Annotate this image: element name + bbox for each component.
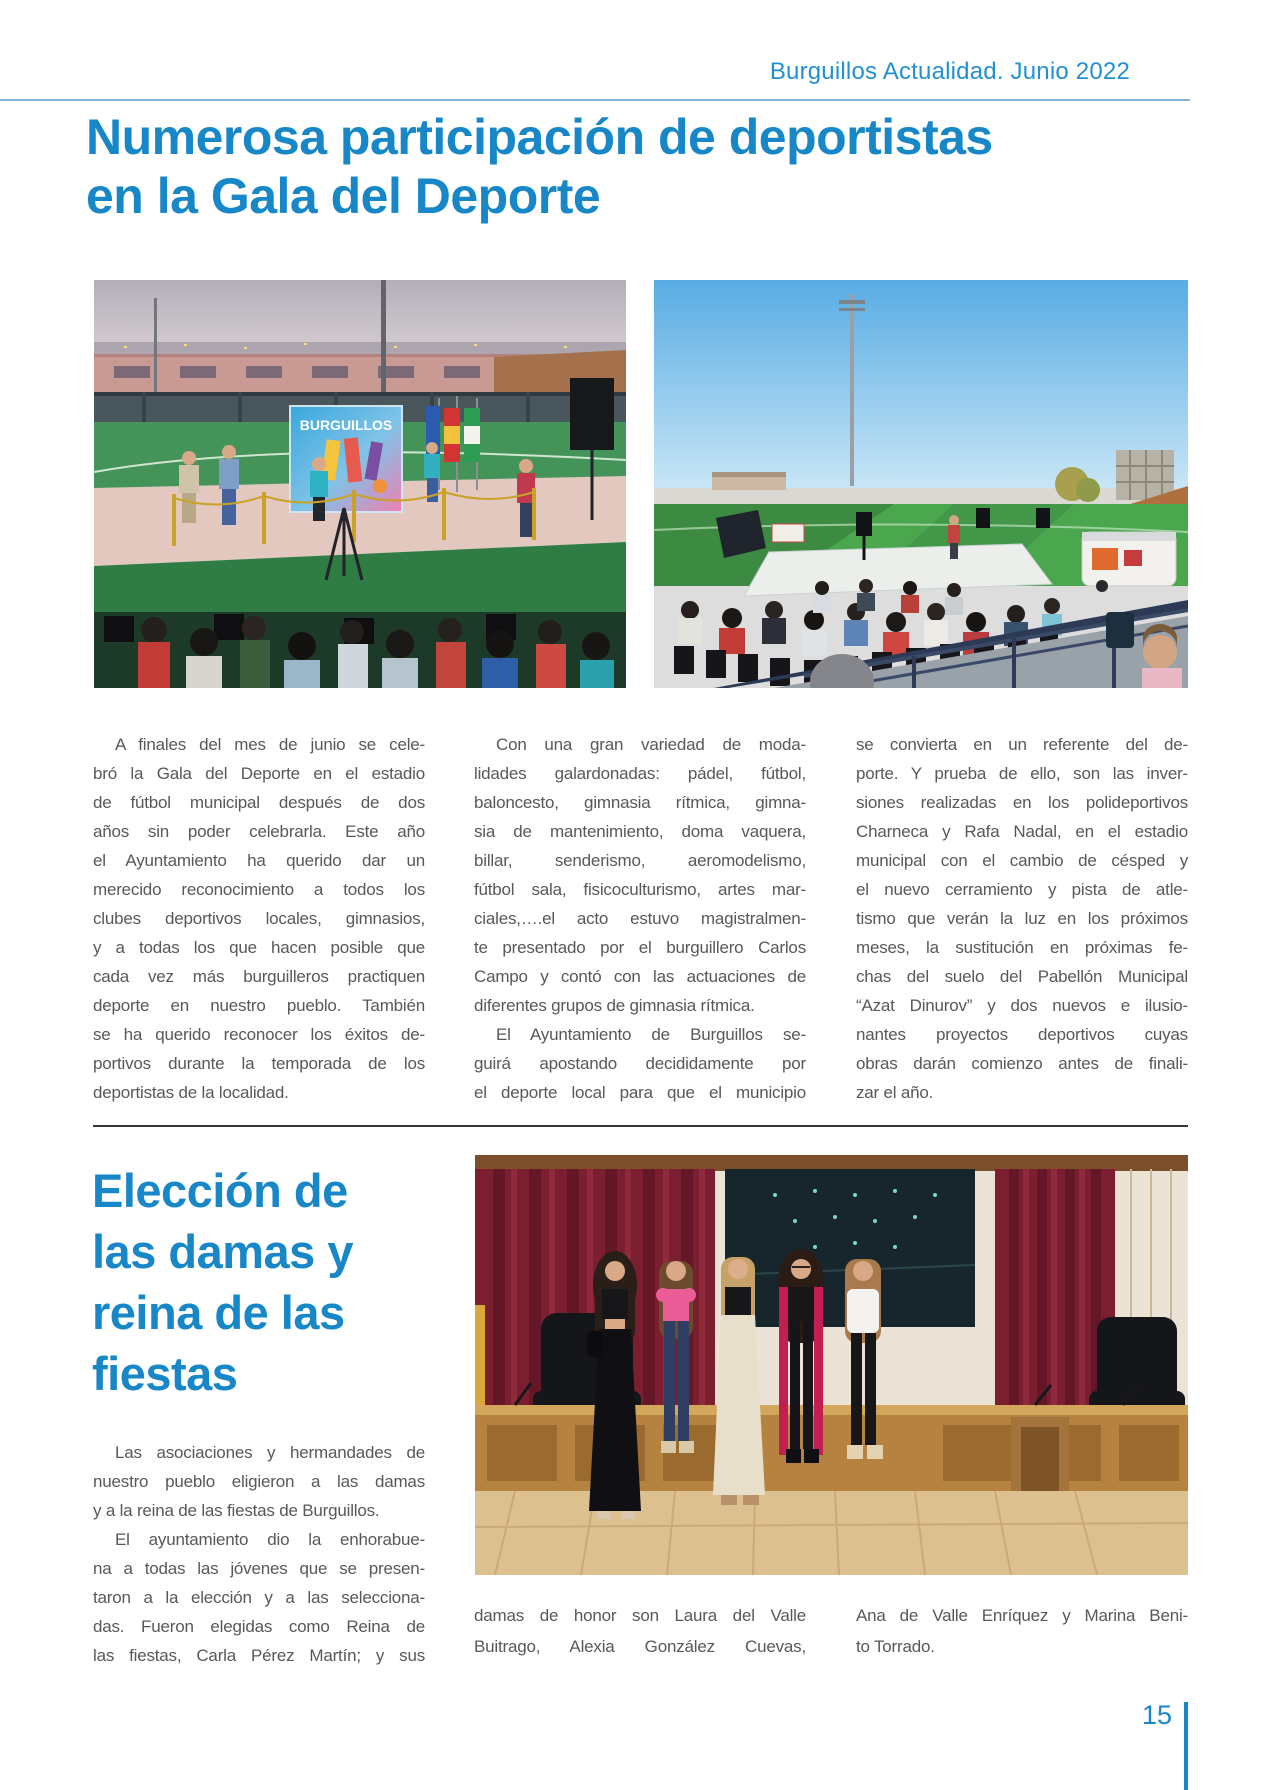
text-line: municipal con el cambio de césped y [856, 851, 1188, 870]
text-line: Buitrago, Alexia González Cuevas, [474, 1637, 806, 1656]
text-line: merecido reconocimiento a todos los [93, 880, 425, 899]
text-line: se ha querido reconocer los éxitos de- [93, 1025, 425, 1044]
banner-text: BURGUILLOS [299, 417, 393, 433]
gala-stage-illustration [94, 280, 626, 688]
podium [1011, 1417, 1069, 1503]
text-line: deporte en nuestro pueblo. También [93, 996, 425, 1015]
text-line: fútbol sala, fisicoculturismo, artes mar- [474, 880, 806, 899]
text-line: deportistas de la localidad. [93, 1083, 289, 1102]
text-line: Ana de Valle Enríquez y Marina Beni- [856, 1606, 1188, 1625]
dusk-sky [94, 280, 626, 360]
gala-stage-photo [94, 280, 626, 688]
damas-photo [475, 1155, 1188, 1575]
text-line: guirá apostando decididamente por [474, 1054, 806, 1073]
caravan [1082, 532, 1176, 592]
article1-title-line2: en la Gala del Deporte [86, 168, 601, 224]
text-line: siones realizadas en los polideportivos [856, 793, 1188, 812]
article2-title [92, 1160, 353, 1404]
text-line: A finales del mes de junio se cele- [115, 735, 425, 754]
text-line: cada vez más burguilleros practiquen [93, 967, 425, 986]
text-line: Las asociaciones y hermandades de [115, 1443, 425, 1462]
text-line: tismo que verán la luz en los próximos [856, 909, 1188, 928]
text-line: nuestro pueblo eligieron a las damas [93, 1472, 425, 1491]
text-line: Campo y contó con las actuaciones de [474, 967, 806, 986]
text-line: to Torrado. [856, 1637, 935, 1656]
text-line: clubes deportivos locales, gimnasios, [93, 909, 425, 928]
article2-title-line2: las damas y [92, 1225, 354, 1278]
text-line: las fiestas, Carla Pérez Martín; y sus [93, 1646, 425, 1665]
trash-bin [1106, 612, 1134, 648]
masthead-rule [0, 99, 1190, 101]
text-line: y a todas los que hacen posible que [93, 938, 425, 957]
article1-column-3 [856, 730, 1188, 1107]
article1-column-1 [93, 730, 425, 1107]
text-line: sia de mantenimiento, doma vaquera, [474, 822, 806, 841]
article2-title-line3: reina de las [92, 1286, 345, 1339]
audience-silhouettes [94, 612, 626, 688]
text-line: lidades galardonadas: pádel, fútbol, [474, 764, 806, 783]
text-line: el Ayuntamiento ha querido dar un [93, 851, 425, 870]
section-divider [93, 1125, 1188, 1127]
industrial-building [94, 350, 626, 395]
day-sky [654, 280, 1188, 502]
text-line: años sin poder celebrarla. Este año [93, 822, 425, 841]
unfinished-building [1116, 450, 1174, 500]
text-line: te presentado por el burguillero Carlos [474, 938, 806, 957]
text-line: Con una gran variedad de moda- [496, 735, 806, 754]
wood-floor [475, 1491, 1188, 1575]
text-line: obras darán comienzo antes de finali- [856, 1054, 1188, 1073]
text-line: na a todas las jóvenes que se presen- [93, 1559, 425, 1578]
text-line: se convierta en un referente del de- [856, 735, 1188, 754]
article1-title-line1: Numerosa participación de deportistas [86, 109, 993, 165]
page-number: 15 [1141, 1700, 1172, 1730]
flag-edge [475, 1305, 485, 1413]
caption-column-b [856, 1600, 1188, 1662]
text-line: meses, la sustitución en próximas fe- [856, 938, 1188, 957]
text-line: damas de honor son Laura del Valle [474, 1606, 806, 1625]
text-line: diferentes grupos de gimnasia rítmica. [474, 996, 755, 1015]
text-line: ciales,….el acto estuvo magistralmen- [474, 909, 806, 928]
andalucia-flag [464, 408, 480, 462]
gala-crowd-illustration [654, 280, 1188, 688]
caption-column-a [474, 1600, 806, 1662]
text-line: portivos durante la temporada de los [93, 1054, 425, 1073]
text-line: El ayuntamiento dio la enhorabue- [115, 1530, 425, 1549]
masthead: Burguillos Actualidad. Junio 2022 [769, 58, 1130, 85]
text-line: Charneca y Rafa Nadal, en el estadio [856, 822, 1188, 841]
text-line: nantes proyectos deportivos cuyas [856, 1025, 1188, 1044]
text-line: el nuevo cerramiento y pista de atle- [856, 880, 1188, 899]
text-line: billar, senderismo, aeromodelismo, [474, 851, 806, 870]
article1-column-2 [474, 730, 806, 1107]
text-line: chas del suelo del Pabellón Municipal [856, 967, 1188, 986]
text-line: “Azat Dinurov” y dos nuevos e ilusio- [856, 996, 1188, 1015]
article2-column [93, 1438, 425, 1670]
text-line: taron a la elección y a las selecciona- [93, 1588, 425, 1607]
text-line: zar el año. [856, 1083, 934, 1102]
page-number-bar [1184, 1702, 1188, 1790]
text-line: porte. Y prueba de ello, son las inver- [856, 764, 1188, 783]
damas-illustration [475, 1155, 1188, 1575]
article2-title-line4: fiestas [92, 1347, 238, 1400]
text-line: baloncesto, gimnasia rítmica, gimna- [474, 793, 806, 812]
text-line: y a la reina de las fiestas de Burguillos. [93, 1501, 380, 1520]
article1-title [86, 108, 993, 226]
gala-crowd-photo [654, 280, 1188, 688]
text-line: el deporte local para que el municipio [474, 1083, 806, 1102]
text-line: El Ayuntamiento de Burguillos se- [496, 1025, 806, 1044]
text-line: bró la Gala del Deporte en el estadio [93, 764, 425, 783]
article2-title-line1: Elección de [92, 1164, 348, 1217]
text-line: de fútbol municipal después de dos [93, 793, 425, 812]
spain-flag [444, 408, 460, 462]
text-line: das. Fueron elegidas como Reina de [93, 1617, 425, 1636]
